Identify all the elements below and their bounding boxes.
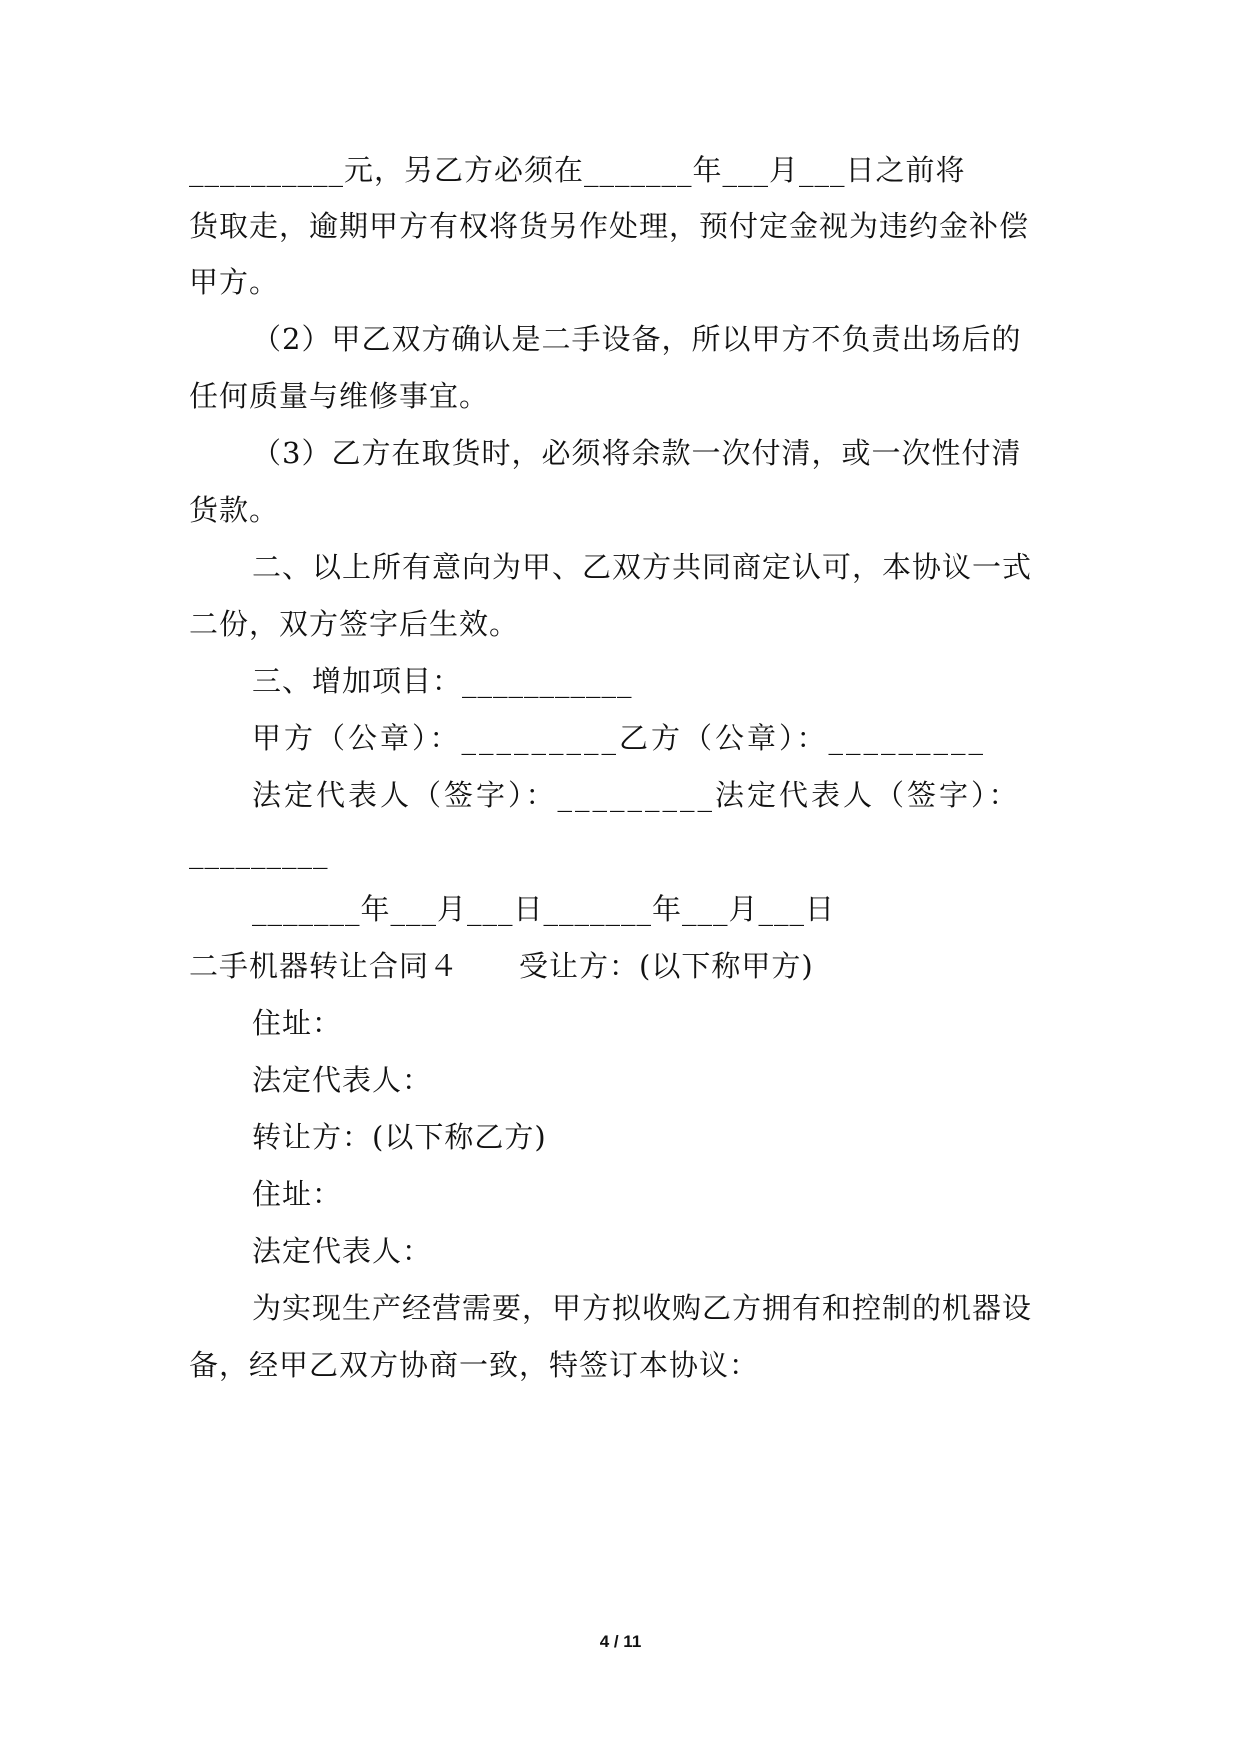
contract-line: 甲方。	[189, 265, 280, 299]
party-a-address: 住址：	[252, 1006, 343, 1040]
party-a-representative: 法定代表人：	[252, 1063, 433, 1097]
purpose-paragraph: 为实现生产经营需要，甲方拟收购乙方拥有和控制的机器设	[252, 1291, 1033, 1325]
party-b-address: 住址：	[252, 1177, 343, 1211]
contract-line: 二份，双方签字后生效。	[189, 607, 520, 641]
contract-line: 任何质量与维修事宜。	[189, 379, 490, 413]
contract-line: __________元，另乙方必须在_______年___月___日之前将	[189, 153, 966, 187]
section-2: 二、以上所有意向为甲、乙双方共同商定认可，本协议一式	[252, 550, 1033, 584]
signature-line: 法定代表人（签字）：_________法定代表人（签字）：	[252, 778, 1021, 812]
contract-line: 货款。	[189, 493, 280, 527]
signature-blank: _________	[189, 835, 329, 869]
clause-2: （2）甲乙双方确认是二手设备，所以甲方不负责出场后的	[252, 322, 1022, 356]
section-3-additional-items: 三、增加项目：___________	[252, 664, 633, 698]
contract-line: 备，经甲乙双方协商一致，特签订本协议：	[189, 1348, 760, 1382]
page-number: 4 / 11	[599, 1632, 642, 1651]
seal-line: 甲方（公章）：_________乙方（公章）：_________	[252, 721, 987, 755]
contract-line: 货取走，逾期甲方有权将货另作处理，预付定金视为违约金补偿	[189, 209, 1030, 243]
date-line: _______年___月___日_______年___月___日	[252, 892, 836, 926]
clause-3: （3）乙方在取货时，必须将余款一次付清，或一次性付清	[252, 436, 1022, 470]
contract-4-title: 二手机器转让合同４ 受让方：(以下称甲方)	[189, 949, 814, 983]
transferor-label: 转让方：(以下称乙方)	[252, 1120, 547, 1154]
party-b-representative: 法定代表人：	[252, 1234, 433, 1268]
